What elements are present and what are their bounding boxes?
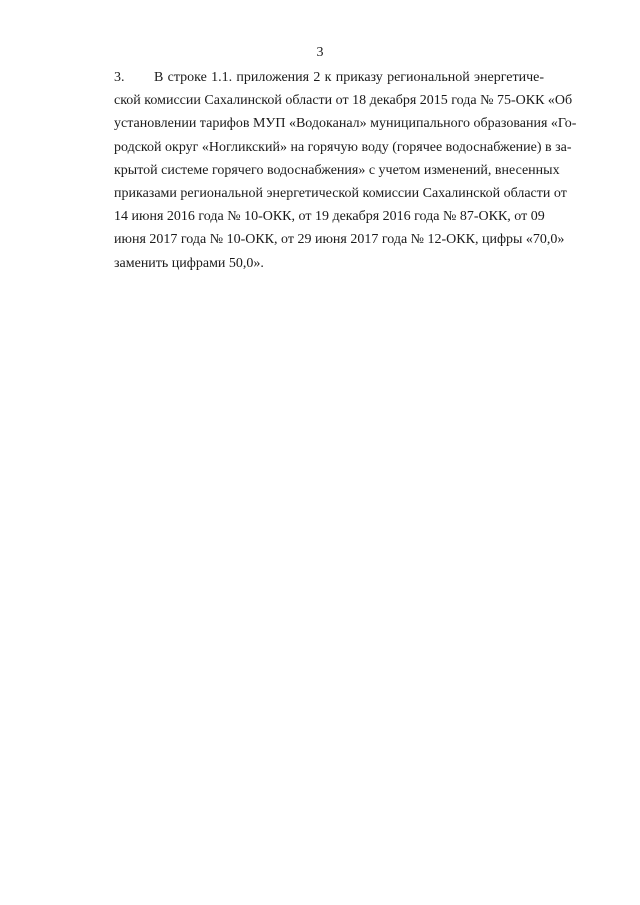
item-paragraph (114, 66, 577, 275)
paragraph-line-4: родской округ «Ногликский» на горячую воду (горячее водоснабжение) в за- (114, 139, 572, 155)
paragraph-line-6: приказами региональной энергетической комиссии Сахалинской области от (114, 186, 567, 202)
paragraph-line-1 (114, 66, 544, 89)
paragraph-line-7: 14 июня 2016 года № 10-ОКК, от 19 декабря 2016 года № 87-ОКК, от 09 (114, 209, 545, 225)
paragraph-line-5: крытой системе горячего водоснабжения» с учетом изменений, внесенных (114, 162, 560, 178)
paragraph-line-8: июня 2017 года № 10-ОКК, от 29 июня 2017 года № 12-ОКК, цифры «70,0» (114, 232, 565, 248)
paragraph-line-1-text: В строке 1.1. приложения 2 к приказу региональной энергетиче- (154, 70, 544, 85)
paragraph-line-9: заменить цифрами 50,0». (114, 255, 264, 271)
paragraph-line-3: установлении тарифов МУП «Водоканал» муниципального образования «Го- (114, 116, 577, 132)
page-number: 3 (316, 45, 324, 60)
item-number: 3. (114, 70, 125, 85)
paragraph-line-2: ской комиссии Сахалинской области от 18 декабря 2015 года № 75-ОКК «Об (114, 93, 573, 109)
